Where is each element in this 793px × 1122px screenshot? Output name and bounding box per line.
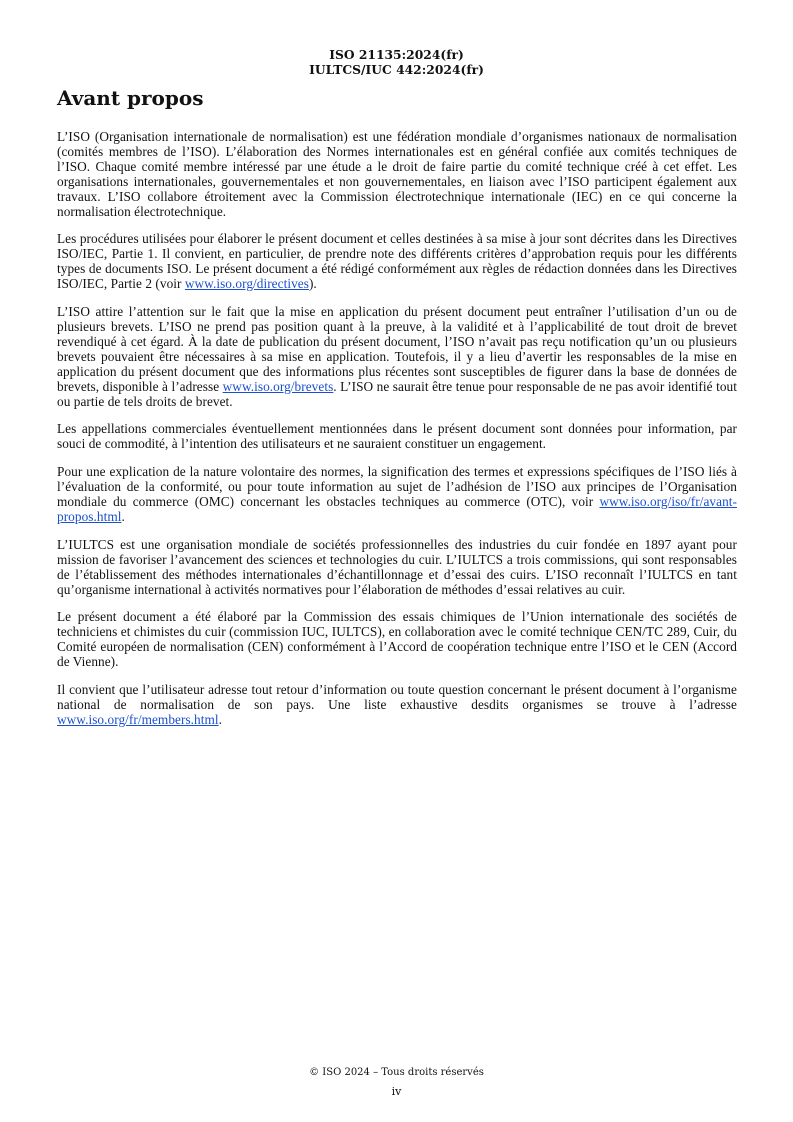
standard-number: ISO 21135:2024(fr) [329, 47, 464, 62]
foreword-body [57, 130, 737, 741]
paragraph-voluntary-nature [57, 465, 737, 525]
paragraph-procedures-text: Les procédures utilisées pour élaborer le présent document et celles destinées à sa mise à jour sont décrites dans les Directives ISO/IEC, Partie 1. Il convient, en particulier, de prendre note des différents critères d’approbation requis pour les différents types de documents ISO. Le présent document a été rédigé conformément aux règles de rédaction données dans les Directives ISO/IEC, Partie 2 (voir [57, 231, 737, 292]
document-header [0, 47, 793, 77]
patents-link[interactable]: www.iso.org/brevets [222, 378, 334, 394]
paragraph-procedures-end: ). [308, 276, 317, 292]
paragraph-committee: Le présent document a été élaboré par la Commission des essais chimiques de l’Union internationale des sociétés de techniciens et chimistes du cuir (commission IUC, IULTCS), en collaboration avec le comité technique CEN/TC 289, Cuir, du Comité européen de normalisation (CEN) conformément à l’Accord de coopération technique entre l’ISO et le CEN (Accord de Vienne). [57, 609, 737, 670]
paragraph-feedback-text: Il convient que l’utilisateur adresse tout retour d’information ou toute question concernant le présent document à l’organisme national de normalisation de son pays. Une liste exhaustive desdits organismes se trouve à l’adresse [57, 682, 737, 712]
paragraph-patents-text: L’ISO attire l’attention sur le fait que la mise en application du présent document peut entraîner l’utilisation d’un ou de plusieurs brevets. L’ISO ne prend pas position quant à la preuve, à la validité et à l’applicabilité de tout droit de brevet revendiqué à cet égard. À la date de publication du présent document, l’ISO n’avait pas reçu notification qu’un ou plusieurs brevets pouvaient être nécessaires à sa mise en application. Toutefois, il y a lieu d’avertir les responsables de la mise en application du présent document que des informations plus récentes sont susceptibles de figurer dans la base de données de brevets, disponible à l’adresse [57, 304, 737, 394]
paragraph-iso-overview: L’ISO (Organisation internationale de normalisation) est une fédération mondiale d’organismes nationaux de normalisation (comités membres de l’ISO). L’élaboration des Normes internationales est en général confiée aux comités techniques de l’ISO. Chaque comité membre intéressé par une étude a le droit de faire partie du comité technique créé à cet effet. Les organisations internationales, gouvernementales et non gouvernementales, en liaison avec l’ISO participent également aux travaux. L’ISO collabore étroitement avec la Commission électrotechnique internationale (IEC) en ce qui concerne la normalisation électrotechnique. [57, 129, 737, 219]
copyright-notice: © ISO 2024 – Tous droits réservés [309, 1067, 484, 1078]
paragraph-iultcs: L’IULTCS est une organisation mondiale de sociétés professionnelles des industries du cuir fondée en 1897 ayant pour mission de favoriser l’avancement des sciences et technologies du cuir. L’IULTCS a trois commissions, qui sont responsables de l’établissement des méthodes internationales d’échantillonnage et d’essai des cuirs. L’ISO reconnaît l’IULTCS en tant qu’organisme international à activités normatives pour l’élaboration de méthodes d’essai relatives au cuir. [57, 536, 737, 597]
paragraph-patents-end: . L’ISO ne saurait être tenue pour responsable de ne pas avoir identifié tout ou partie de tels droits de brevet. [57, 378, 737, 409]
paragraph-trade-names: Les appellations commerciales éventuellement mentionnées dans le présent document sont données pour information, par souci de commodité, à l’intention des utilisateurs et ne sauraient constituer un engagement. [57, 421, 737, 452]
paragraph-voluntary-text: Pour une explication de la nature volontaire des normes, la signification des termes et expressions spécifiques de l’ISO liés à l’évaluation de la conformité, ou pour toute information au sujet de l’adhésion de l’ISO aux principes de l’Organisation mondiale du commerce (OMC) concernant les obstacles techniques au commerce (OTC), voir [57, 464, 737, 510]
paragraph-feedback [57, 683, 737, 728]
page-title: Avant propos [57, 86, 204, 110]
iultcs-number: IULTCS/IUC 442:2024(fr) [309, 62, 484, 77]
paragraph-voluntary-end: . [121, 508, 125, 524]
page-number: iv [391, 1085, 402, 1098]
directives-link[interactable]: www.iso.org/directives [184, 276, 309, 292]
members-link[interactable]: www.iso.org/fr/members.html [57, 711, 219, 727]
paragraph-procedures [57, 232, 737, 292]
foreword-link[interactable]: www.iso.org/iso/fr/avant-propos.html [57, 494, 737, 524]
paragraph-patents [57, 305, 737, 409]
paragraph-feedback-end: . [218, 711, 223, 727]
